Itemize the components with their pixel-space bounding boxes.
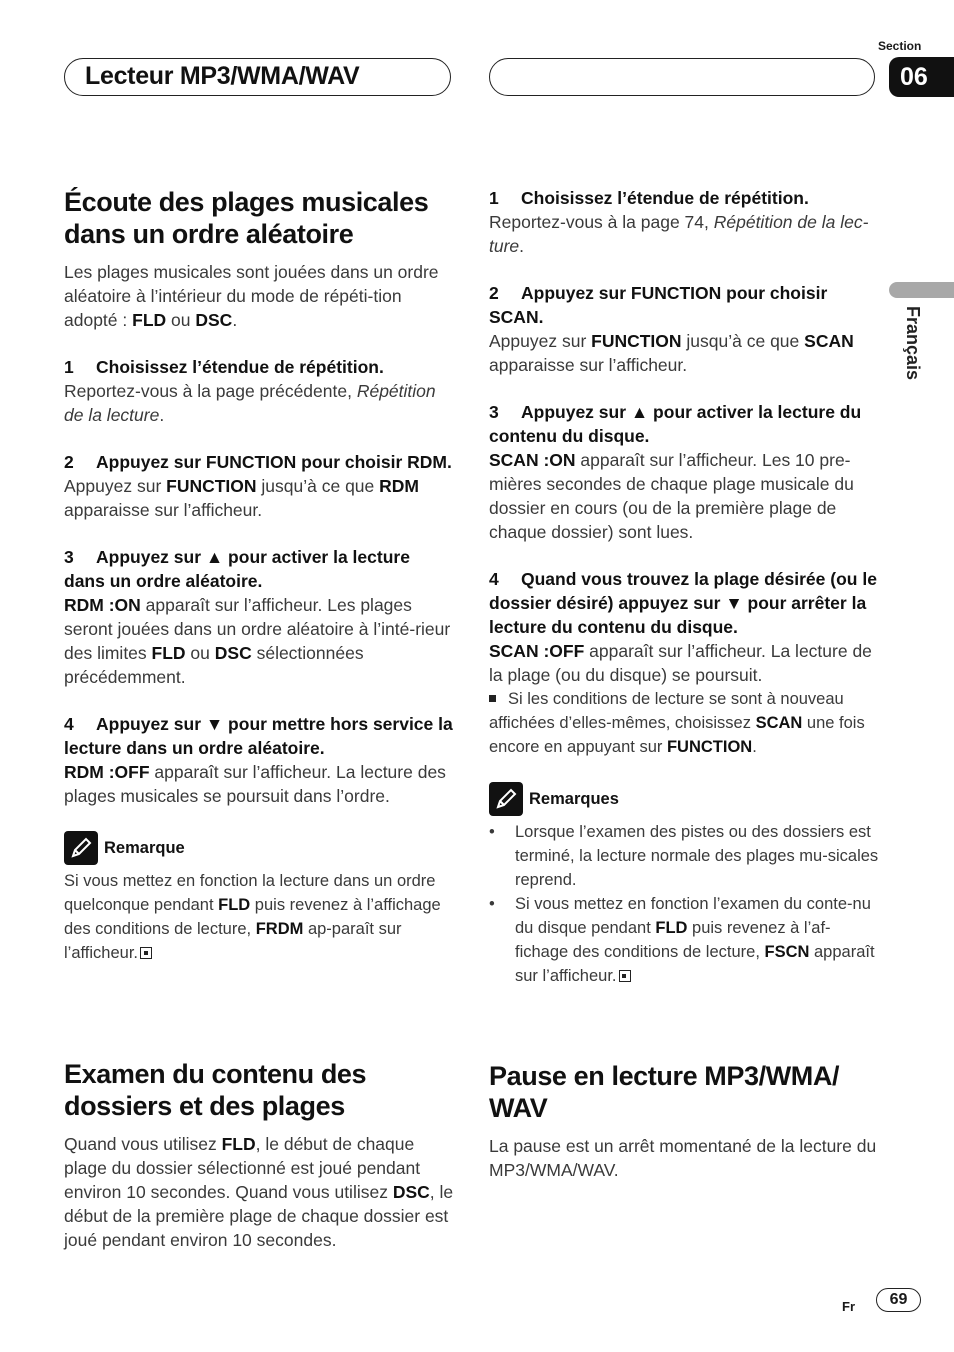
- notes-bullet-2: • Si vous mettez en fonction l’examen du conte-nu du disque pendant FLD puis revenez à l’af-fichage des conditions de lecture, FSCN apparaît sur l’afficheur.: [489, 892, 879, 988]
- notes-title: Remarques: [529, 789, 619, 808]
- step-3-text: RDM :ON apparaît sur l’afficheur. Les plages seront jouées dans un ordre aléatoire à l’inté-rieur des limites FLD ou DSC sélectionnées précédemment.: [64, 595, 451, 687]
- header-title-pill: [64, 58, 451, 96]
- section-heading-scan: Examen du contenu des dossiers et des plages: [64, 1059, 367, 1121]
- scan-steps: [489, 186, 879, 988]
- scan-step-2-title: 2 Appuyez sur FUNCTION pour choisir SCAN.: [489, 283, 828, 327]
- language-label: Français: [903, 306, 923, 381]
- scan-step-4-text: SCAN :OFF apparaît sur l’afficheur. La lecture de la plage (ou du disque) se poursuit.: [489, 641, 872, 685]
- scan-step-4-title: 4 Quand vous trouvez la plage désirée (ou le dossier désiré) appuyez sur ▼ pour arrêter la lecture du contenu du disque.: [489, 569, 877, 637]
- scan-section: [64, 1058, 454, 1252]
- step-1-title: 1 Choisissez l’étendue de répétition.: [64, 357, 384, 377]
- section-label: Section: [878, 39, 922, 53]
- scan-step-3-text: SCAN :ON apparaît sur l’afficheur. Les 10 pre-mières secondes de chaque plage musicale du dossier en cours (ou de la première plage de chaque dossier) sont lues.: [489, 450, 854, 542]
- notes-header: [489, 782, 879, 816]
- scan-step-3-title: 3 Appuyez sur ▲ pour activer la lecture du contenu du disque.: [489, 402, 862, 446]
- section-heading-pause: Pause en lecture MP3/WMA/ WAV: [489, 1061, 840, 1123]
- step-2-text: Appuyez sur FUNCTION jusqu’à ce que RDM apparaisse sur l’afficheur.: [64, 476, 419, 520]
- pencil-icon: [489, 782, 523, 816]
- page-number: 69: [876, 1288, 921, 1312]
- note-header: [64, 831, 454, 865]
- note-text: Si vous mettez en fonction la lecture dans un ordre quelconque pendant FLD puis revenez à l’affichage des conditions de lecture, FRDM ap-paraît sur l’afficheur.: [64, 872, 441, 962]
- scan-tip: Si les conditions de lecture se sont à nouveau affichées d’elles-mêmes, choisissez SCAN une fois encore en appuyant sur FUNCTION.: [489, 690, 865, 756]
- section-number-badge: 06: [889, 57, 954, 97]
- end-of-section-icon: [140, 947, 152, 959]
- shuffle-intro: Les plages musicales sont jouées dans un ordre aléatoire à l’intérieur du mode de répéti-tion adopté : FLD ou DSC.: [64, 262, 439, 330]
- page-header-title: Lecteur MP3/WMA/WAV: [85, 62, 360, 90]
- pencil-icon: [64, 831, 98, 865]
- bullet-dot-icon: •: [489, 823, 495, 841]
- language-tab-bar: [889, 282, 954, 298]
- scan-step-1-title: 1 Choisissez l’étendue de répétition.: [489, 188, 809, 208]
- header-empty-pill: [489, 58, 875, 96]
- step-4-title: 4 Appuyez sur ▼ pour mettre hors service la lecture dans un ordre aléatoire.: [64, 714, 453, 758]
- step-3-title: 3 Appuyez sur ▲ pour activer la lecture dans un ordre aléatoire.: [64, 547, 410, 591]
- pause-section: [489, 1060, 879, 1182]
- pause-text: La pause est un arrêt momentané de la lecture du MP3/WMA/WAV.: [489, 1136, 877, 1180]
- step-1-text: Reportez-vous à la page précédente, Répétition de la lecture.: [64, 381, 436, 425]
- scan-step-1-text: Reportez-vous à la page 74, Répétition de la lec-ture.: [489, 212, 869, 256]
- bullet-dot-icon: •: [489, 895, 495, 913]
- note-title: Remarque: [104, 838, 185, 857]
- step-2-title: 2 Appuyez sur FUNCTION pour choisir RDM.: [64, 452, 452, 472]
- section-heading-shuffle: Écoute des plages musicales dans un ordre aléatoire: [64, 187, 429, 249]
- scan-intro: Quand vous utilisez FLD, le début de chaque plage du dossier sélectionné est joué pendant environ 10 secondes. Quand vous utilisez DSC, le début de la première plage de chaque dossier est joué pendant environ 10 secondes.: [64, 1134, 454, 1250]
- notes-bullet-1: • Lorsque l’examen des pistes ou des dossiers est terminé, la lecture normale des plages mu-sicales reprend.: [489, 820, 879, 892]
- shuffle-section: [64, 186, 454, 965]
- end-of-section-icon: [619, 970, 631, 982]
- footer-language: Fr: [842, 1299, 855, 1314]
- step-4-text: RDM :OFF apparaît sur l’afficheur. La lecture des plages musicales se poursuit dans l’ordre.: [64, 762, 446, 806]
- square-bullet-icon: [489, 695, 496, 702]
- scan-step-2-text: Appuyez sur FUNCTION jusqu’à ce que SCAN apparaisse sur l’afficheur.: [489, 331, 854, 375]
